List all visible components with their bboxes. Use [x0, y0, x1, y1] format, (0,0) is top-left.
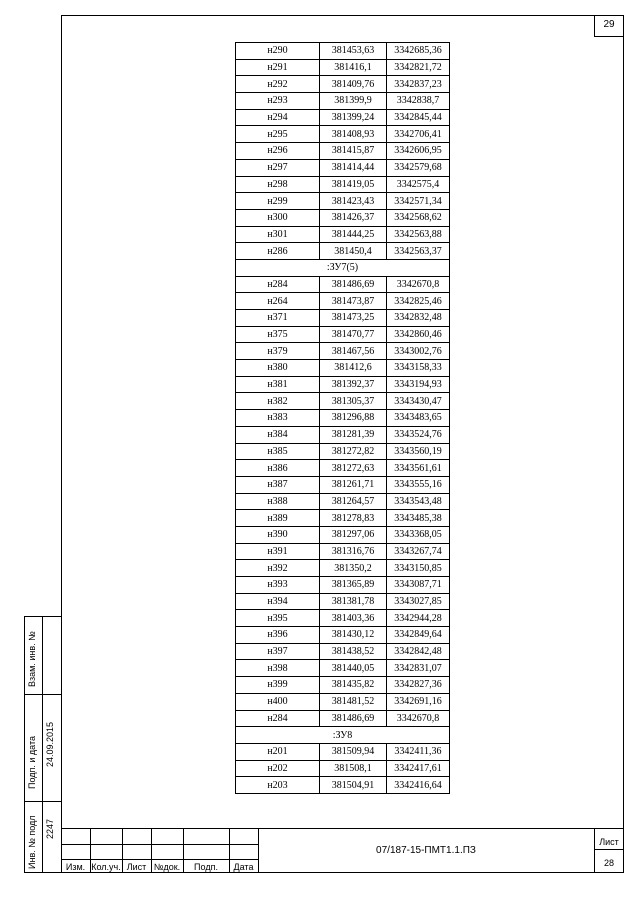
inv-podl-value: 2247	[45, 818, 55, 839]
x-coordinate-cell: 381473,25	[320, 310, 387, 327]
y-coordinate-cell: 3342416,64	[387, 777, 450, 794]
y-coordinate-cell: 3343368,05	[387, 526, 450, 543]
x-coordinate-cell: 381350,2	[320, 560, 387, 577]
table-row	[236, 109, 450, 126]
title-block	[61, 828, 624, 873]
point-id-cell: н293	[236, 93, 320, 110]
point-id-cell: н297	[236, 159, 320, 176]
point-id-cell: н292	[236, 76, 320, 93]
point-id-cell: н294	[236, 109, 320, 126]
inv-podl-label: Инв. № подл	[27, 815, 37, 869]
y-coordinate-cell: 3343087,71	[387, 577, 450, 594]
table-row	[236, 176, 450, 193]
podp-data-label: Подп. и дата	[27, 735, 37, 789]
y-coordinate-cell: 3342832,48	[387, 310, 450, 327]
group-label: :ЗУ7(5)	[236, 259, 450, 276]
table-row	[236, 627, 450, 644]
y-coordinate-cell: 3342825,46	[387, 293, 450, 310]
table-row	[236, 76, 450, 93]
x-coordinate-cell: 381423,43	[320, 193, 387, 210]
sheet-number: 29	[603, 19, 615, 30]
point-id-cell: н383	[236, 410, 320, 427]
table-row	[236, 410, 450, 427]
point-id-cell: н381	[236, 376, 320, 393]
list-label: Лист	[599, 837, 619, 847]
table-row	[236, 143, 450, 160]
table-row	[236, 760, 450, 777]
table-row	[236, 677, 450, 694]
point-id-cell: н379	[236, 343, 320, 360]
table-row	[236, 443, 450, 460]
y-coordinate-cell: 3342944,28	[387, 610, 450, 627]
y-coordinate-cell: 3343158,33	[387, 360, 450, 377]
point-id-cell: н201	[236, 743, 320, 760]
table-row	[236, 426, 450, 443]
y-coordinate-cell: 3343194,93	[387, 376, 450, 393]
x-coordinate-cell: 381504,91	[320, 777, 387, 794]
point-id-cell: н392	[236, 560, 320, 577]
x-coordinate-cell: 381426,37	[320, 209, 387, 226]
document-code: 07/187-15-ПМТ1.1.ПЗ	[376, 845, 476, 856]
point-id-cell: н391	[236, 543, 320, 560]
y-coordinate-cell: 3343543,48	[387, 493, 450, 510]
y-coordinate-cell: 3342842,48	[387, 643, 450, 660]
table-row	[236, 510, 450, 527]
y-coordinate-cell: 3342606,95	[387, 143, 450, 160]
point-id-cell: н394	[236, 593, 320, 610]
x-coordinate-cell: 381272,82	[320, 443, 387, 460]
y-coordinate-cell: 3342411,36	[387, 743, 450, 760]
y-coordinate-cell: 3343483,65	[387, 410, 450, 427]
table-row	[236, 59, 450, 76]
table-row	[236, 693, 450, 710]
x-coordinate-cell: 381416,1	[320, 59, 387, 76]
coordinates-table-body	[236, 43, 450, 794]
y-coordinate-cell: 3342417,61	[387, 760, 450, 777]
x-coordinate-cell: 381430,12	[320, 627, 387, 644]
table-row	[236, 126, 450, 143]
point-id-cell: н371	[236, 310, 320, 327]
x-coordinate-cell: 381409,76	[320, 76, 387, 93]
x-coordinate-cell: 381399,24	[320, 109, 387, 126]
y-coordinate-cell: 3342827,36	[387, 677, 450, 694]
x-coordinate-cell: 381403,36	[320, 610, 387, 627]
y-coordinate-cell: 3342571,34	[387, 193, 450, 210]
side-strip-divider	[42, 617, 43, 872]
point-id-cell: н400	[236, 693, 320, 710]
x-coordinate-cell: 381440,05	[320, 660, 387, 677]
y-coordinate-cell: 3342831,07	[387, 660, 450, 677]
point-id-cell: н382	[236, 393, 320, 410]
y-coordinate-cell: 3342575,4	[387, 176, 450, 193]
side-row-divider	[25, 801, 61, 802]
sheet-number-box	[594, 15, 624, 37]
y-coordinate-cell: 3343027,85	[387, 593, 450, 610]
table-row	[236, 93, 450, 110]
coordinates-table	[235, 42, 450, 794]
x-coordinate-cell: 381297,06	[320, 526, 387, 543]
table-row	[236, 293, 450, 310]
point-id-cell: н290	[236, 43, 320, 60]
table-row	[236, 710, 450, 727]
x-coordinate-cell: 381414,44	[320, 159, 387, 176]
x-coordinate-cell: 381272,63	[320, 460, 387, 477]
table-row	[236, 310, 450, 327]
x-coordinate-cell: 381486,69	[320, 710, 387, 727]
point-id-cell: н393	[236, 577, 320, 594]
y-coordinate-cell: 3342837,23	[387, 76, 450, 93]
y-coordinate-cell: 3343560,19	[387, 443, 450, 460]
x-coordinate-cell: 381453,63	[320, 43, 387, 60]
point-id-cell: н284	[236, 276, 320, 293]
x-coordinate-cell: 381316,76	[320, 543, 387, 560]
table-group-row	[236, 259, 450, 276]
side-row-divider	[25, 694, 61, 695]
y-coordinate-cell: 3342670,8	[387, 710, 450, 727]
label-izm: Изм.	[65, 862, 86, 872]
y-coordinate-cell: 3343150,85	[387, 560, 450, 577]
x-coordinate-cell: 381381,78	[320, 593, 387, 610]
point-id-cell: н385	[236, 443, 320, 460]
point-id-cell: н284	[236, 710, 320, 727]
point-id-cell: н300	[236, 209, 320, 226]
x-coordinate-cell: 381281,39	[320, 426, 387, 443]
point-id-cell: н291	[236, 59, 320, 76]
table-row	[236, 543, 450, 560]
table-row	[236, 343, 450, 360]
list-cell-line	[594, 849, 624, 850]
point-id-cell: н388	[236, 493, 320, 510]
table-row	[236, 743, 450, 760]
table-row	[236, 360, 450, 377]
y-coordinate-cell: 3343524,76	[387, 426, 450, 443]
point-id-cell: н375	[236, 326, 320, 343]
x-coordinate-cell: 381392,37	[320, 376, 387, 393]
x-coordinate-cell: 381408,93	[320, 126, 387, 143]
table-row	[236, 193, 450, 210]
x-coordinate-cell: 381415,87	[320, 143, 387, 160]
x-coordinate-cell: 381508,1	[320, 760, 387, 777]
y-coordinate-cell: 3343267,74	[387, 543, 450, 560]
y-coordinate-cell: 3342579,68	[387, 159, 450, 176]
point-id-cell: н286	[236, 243, 320, 260]
x-coordinate-cell: 381438,52	[320, 643, 387, 660]
x-coordinate-cell: 381365,89	[320, 577, 387, 594]
table-row	[236, 460, 450, 477]
table-row	[236, 226, 450, 243]
table-row	[236, 209, 450, 226]
y-coordinate-cell: 3342563,37	[387, 243, 450, 260]
y-coordinate-cell: 3343002,76	[387, 343, 450, 360]
x-coordinate-cell: 381467,56	[320, 343, 387, 360]
point-id-cell: н380	[236, 360, 320, 377]
x-coordinate-cell: 381435,82	[320, 677, 387, 694]
x-coordinate-cell: 381473,87	[320, 293, 387, 310]
table-row	[236, 560, 450, 577]
x-coordinate-cell: 381470,77	[320, 326, 387, 343]
y-coordinate-cell: 3342568,62	[387, 209, 450, 226]
y-coordinate-cell: 3343555,16	[387, 476, 450, 493]
y-coordinate-cell: 3342563,88	[387, 226, 450, 243]
list-number: 28	[603, 858, 614, 868]
point-id-cell: н295	[236, 126, 320, 143]
x-coordinate-cell: 381419,05	[320, 176, 387, 193]
point-id-cell: н299	[236, 193, 320, 210]
x-coordinate-cell: 381278,83	[320, 510, 387, 527]
y-coordinate-cell: 3342845,44	[387, 109, 450, 126]
x-coordinate-cell: 381261,71	[320, 476, 387, 493]
label-n-dok: №док.	[153, 862, 181, 872]
point-id-cell: н264	[236, 293, 320, 310]
point-id-cell: н386	[236, 460, 320, 477]
table-row	[236, 643, 450, 660]
table-row	[236, 376, 450, 393]
x-coordinate-cell: 381264,57	[320, 493, 387, 510]
x-coordinate-cell: 381399,9	[320, 93, 387, 110]
x-coordinate-cell: 381444,25	[320, 226, 387, 243]
point-id-cell: н301	[236, 226, 320, 243]
y-coordinate-cell: 3343430,47	[387, 393, 450, 410]
label-data: Дата	[233, 862, 254, 872]
table-row	[236, 660, 450, 677]
y-coordinate-cell: 3342838,7	[387, 93, 450, 110]
x-coordinate-cell: 381481,52	[320, 693, 387, 710]
point-id-cell: н398	[236, 660, 320, 677]
y-coordinate-cell: 3342685,36	[387, 43, 450, 60]
point-id-cell: н399	[236, 677, 320, 694]
table-row	[236, 159, 450, 176]
table-row	[236, 476, 450, 493]
y-coordinate-cell: 3342849,64	[387, 627, 450, 644]
point-id-cell: н296	[236, 143, 320, 160]
y-coordinate-cell: 3342821,72	[387, 59, 450, 76]
y-coordinate-cell: 3342691,16	[387, 693, 450, 710]
point-id-cell: н389	[236, 510, 320, 527]
podp-data-value: 24.09.2015	[45, 721, 55, 767]
label-podp: Подп.	[194, 862, 218, 872]
table-row	[236, 777, 450, 794]
point-id-cell: н396	[236, 627, 320, 644]
table-row	[236, 610, 450, 627]
point-id-cell: н395	[236, 610, 320, 627]
x-coordinate-cell: 381296,88	[320, 410, 387, 427]
y-coordinate-cell: 3342706,41	[387, 126, 450, 143]
y-coordinate-cell: 3343485,38	[387, 510, 450, 527]
point-id-cell: н298	[236, 176, 320, 193]
y-coordinate-cell: 3342670,8	[387, 276, 450, 293]
x-coordinate-cell: 381486,69	[320, 276, 387, 293]
x-coordinate-cell: 381305,37	[320, 393, 387, 410]
vzam-inv-label: Взам. инв. №	[27, 631, 37, 687]
x-coordinate-cell: 381450,4	[320, 243, 387, 260]
side-stamp	[24, 616, 61, 873]
point-id-cell: н397	[236, 643, 320, 660]
table-row	[236, 577, 450, 594]
y-coordinate-cell: 3342860,46	[387, 326, 450, 343]
table-row	[236, 493, 450, 510]
point-id-cell: н202	[236, 760, 320, 777]
point-id-cell: н387	[236, 476, 320, 493]
table-row	[236, 276, 450, 293]
point-id-cell: н384	[236, 426, 320, 443]
x-coordinate-cell: 381412,6	[320, 360, 387, 377]
table-row	[236, 393, 450, 410]
group-label: :ЗУ8	[236, 727, 450, 744]
x-coordinate-cell: 381509,94	[320, 743, 387, 760]
table-row	[236, 526, 450, 543]
point-id-cell: н390	[236, 526, 320, 543]
table-group-row	[236, 727, 450, 744]
table-row	[236, 43, 450, 60]
y-coordinate-cell: 3343561,61	[387, 460, 450, 477]
table-row	[236, 593, 450, 610]
label-list: Лист	[126, 862, 147, 872]
table-row	[236, 243, 450, 260]
label-kol-uch: Кол.уч.	[91, 862, 121, 872]
point-id-cell: н203	[236, 777, 320, 794]
table-row	[236, 326, 450, 343]
